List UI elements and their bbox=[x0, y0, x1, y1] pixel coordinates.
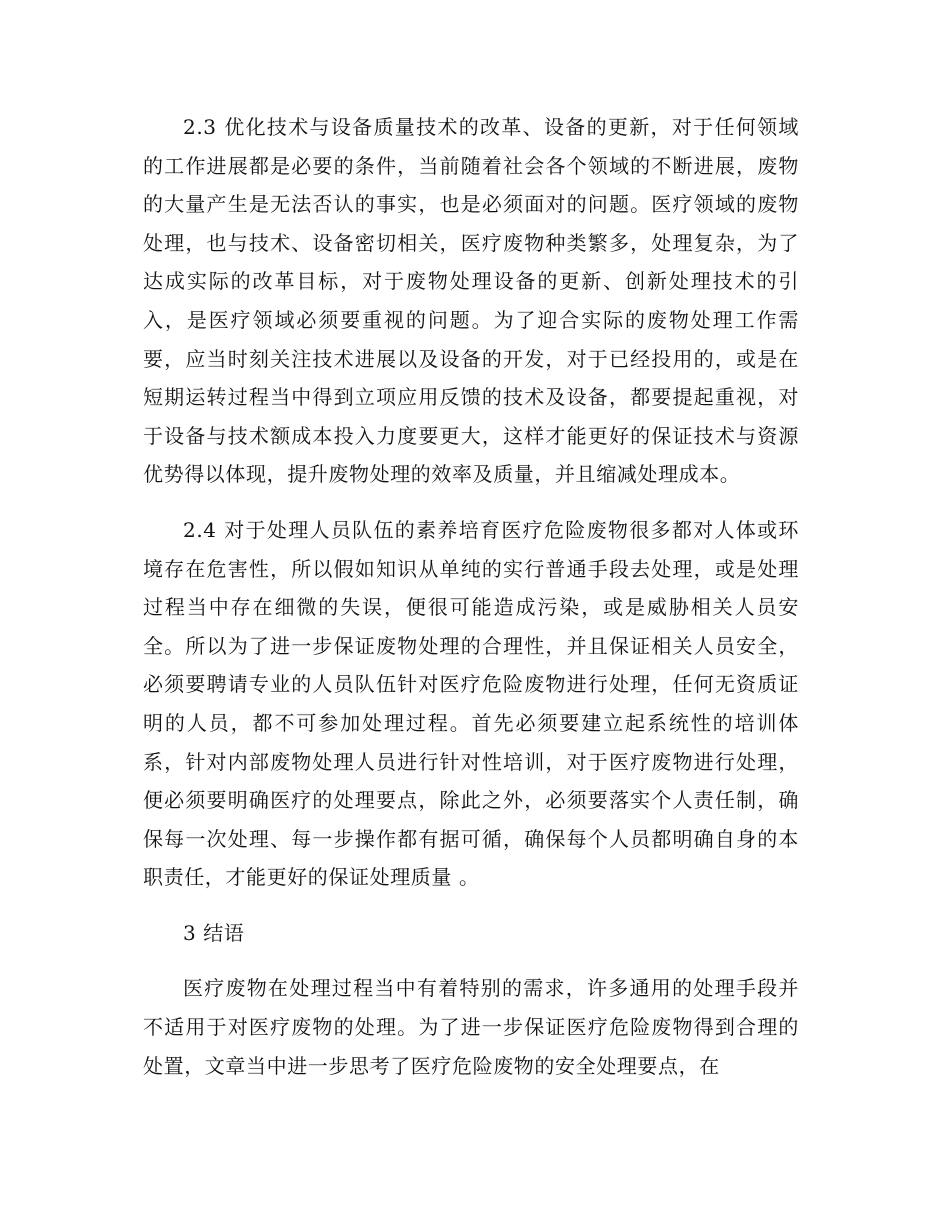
paragraph-section-2-4: 2.4 对于处理人员队伍的素养培育医疗危险废物很多都对人体或环境存在危害性，所以假如知识从单纯的实行普通手段去处理，或是处理过程当中存在细微的失误，便很可能造成污染，或是威胁相关人员安全。所以为了进一步保证废物处理的合理性，并且保证相关人员安全，必须要聘请专业的人员队伍针对医疗危险废物进行处理，任何无资质证明的人员，都不可参加处理过程。首先必须要建立起系统性的培训体系，针对内部废物处理人员进行针对性培训，对于医疗废物进行处理，便必须要明确医疗的处理要点，除此之外，必须要落实个人责任制，确保每一次处理、每一步操作都有据可循，确保每个人员都明确自身的本职责任，才能更好的保证处理质量 。 bbox=[143, 517, 799, 890]
section-heading-conclusion: 3 结语 bbox=[183, 920, 245, 945]
paragraph-section-2-3: 2.3 优化技术与设备质量技术的改革、设备的更新，对于任何领域的工作进展都是必要的条件，当前随着社会各个领域的不断进展，废物的大量产生是无法否认的事实，也是必须面对的问题。医疗领域的废物处理，也与技术、设备密切相关，医疗废物种类繁多，处理复杂，为了达成实际的改革目标，对于废物处理设备的更新、创新处理技术的引入，是医疗领域必须要重视的问题。为了迎合实际的废物处理工作需要，应当时刻关注技术进展以及设备的开发，对于已经投用的，或是在短期运转过程当中得到立项应用反馈的技术及设备，都要提起重视，对于设备与技术额成本投入力度要更大，这样才能更好的保证技术与资源优势得以体现，提升废物处理的效率及质量，并且缩减处理成本。 bbox=[143, 115, 799, 487]
paragraph-conclusion: 医疗废物在处理过程当中有着特别的需求，许多通用的处理手段并不适用于对医疗废物的处理。为了进一步保证医疗危险废物得到合理的处置，文章当中进一步思考了医疗危险废物的安全处理要点，在 bbox=[143, 976, 799, 1078]
document-page bbox=[143, 108, 799, 1102]
